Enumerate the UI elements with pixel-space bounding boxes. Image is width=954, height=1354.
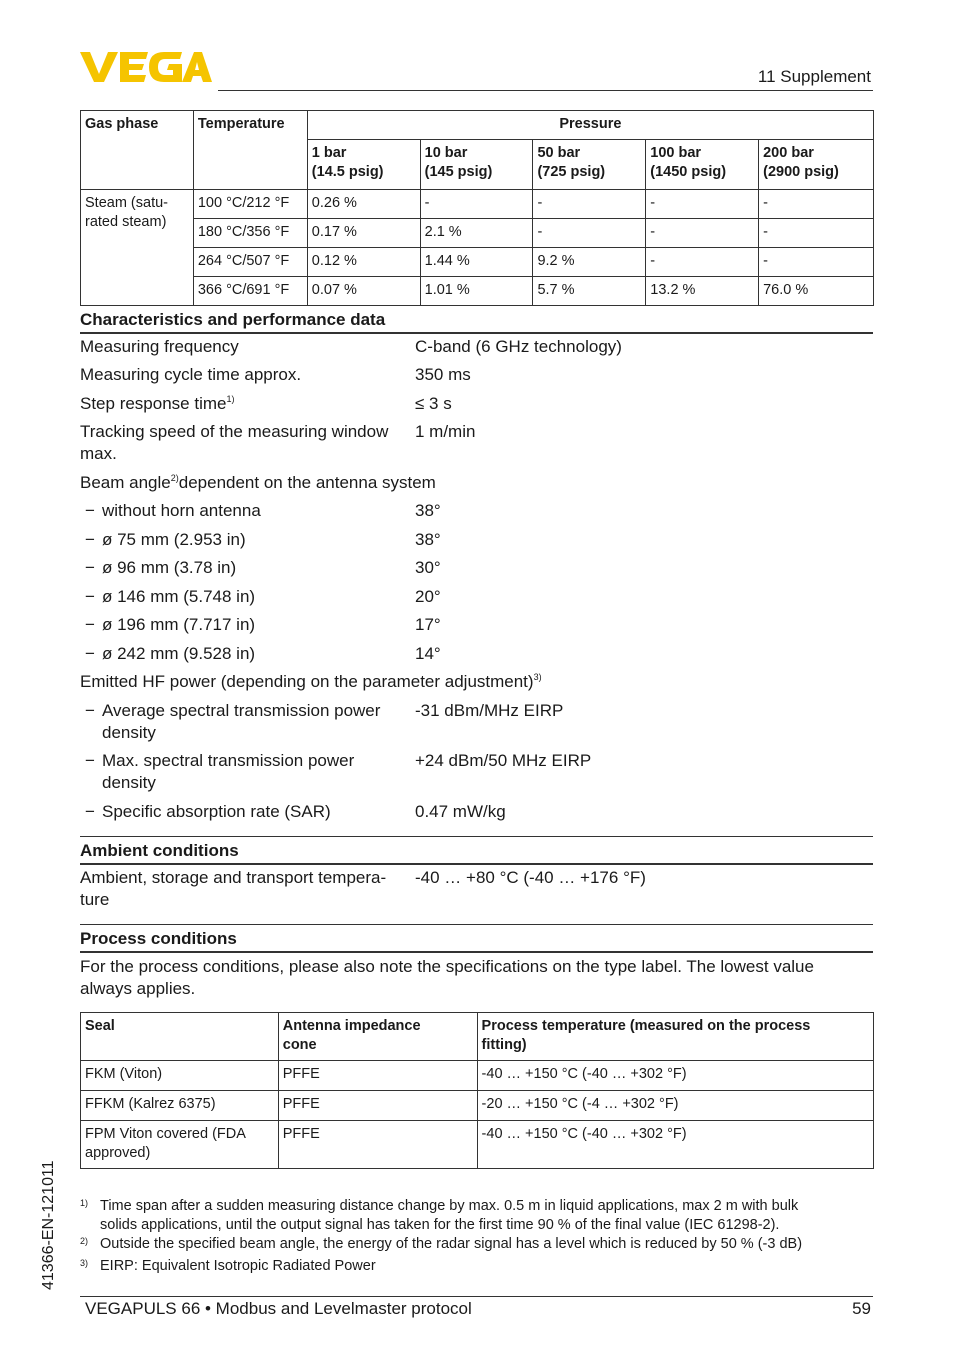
value-cell: 76.0 %	[759, 277, 874, 306]
pressure-col-header: 100 bar (1450 psig)	[646, 140, 759, 190]
value-cell: 1.44 %	[420, 248, 533, 277]
value-cell: -	[646, 219, 759, 248]
spec-row	[80, 671, 542, 693]
document-code: 41366-EN-121011	[40, 1160, 57, 1290]
header-seal: Seal	[81, 1013, 279, 1061]
spec-value: 1 m/min	[415, 422, 476, 441]
spec-label: Tracking speed of the measuring window max.	[80, 422, 389, 463]
header-gas-phase: Gas phase	[81, 111, 194, 190]
temp-cell: -40 … +150 °C (-40 … +302 °F)	[477, 1061, 873, 1091]
value-cell: 0.12 %	[307, 248, 420, 277]
value-cell: 2.1 %	[420, 219, 533, 248]
cone-cell: PFFE	[278, 1061, 477, 1091]
spec-value: ≤ 3 s	[415, 394, 452, 413]
cone-cell: PFFE	[278, 1091, 477, 1121]
process-title: Process conditions	[80, 929, 873, 953]
page-number: 59	[852, 1299, 871, 1318]
seal-cell: FPM Viton covered (FDA approved)	[81, 1121, 279, 1169]
temperature-cell: 100 °C/212 °F	[193, 190, 307, 219]
table-row	[81, 1061, 874, 1091]
section-rule	[80, 836, 873, 837]
spec-value: -40 … +80 °C (-40 … +176 °F)	[415, 868, 646, 887]
spec-value: C-band (6 GHz technology)	[415, 337, 622, 356]
gas-name-cell: Steam (satu- rated steam)	[81, 190, 194, 306]
gas-phase-table	[80, 110, 874, 306]
header-cone: Antenna impedance cone	[278, 1013, 477, 1061]
process-table	[80, 1012, 874, 1169]
value-cell: 0.17 %	[307, 219, 420, 248]
footer-title: VEGAPULS 66 • Modbus and Levelmaster protocol	[85, 1299, 472, 1318]
header-temperature: Temperature	[193, 111, 307, 190]
temperature-cell: 264 °C/507 °F	[193, 248, 307, 277]
pressure-col-header: 10 bar (145 psig)	[420, 140, 533, 190]
temperature-cell: 366 °C/691 °F	[193, 277, 307, 306]
value-cell: -	[759, 248, 874, 277]
temp-cell: -20 … +150 °C (-4 … +302 °F)	[477, 1091, 873, 1121]
value-cell: 13.2 %	[646, 277, 759, 306]
value-cell: -	[533, 190, 646, 219]
cone-cell: PFFE	[278, 1121, 477, 1169]
value-cell: 1.01 %	[420, 277, 533, 306]
temp-cell: -40 … +150 °C (-40 … +302 °F)	[477, 1121, 873, 1169]
spec-label: Emitted HF power (depending on the parameter adjustment)$^{3)}$	[80, 672, 542, 691]
pressure-col-header: 50 bar (725 psig)	[533, 140, 646, 190]
process-intro: For the process conditions, please also note the specifications on the type label. The lowest value always applies.	[80, 957, 814, 998]
temperature-cell: 180 °C/356 °F	[193, 219, 307, 248]
footnote-ref: 1)	[226, 394, 235, 404]
characteristics-title: Characteristics and performance data	[80, 310, 873, 334]
footer-rule	[80, 1296, 873, 1297]
value-cell: -	[420, 190, 533, 219]
pressure-col-header: 200 bar (2900 psig)	[759, 140, 874, 190]
value-cell: -	[759, 190, 874, 219]
table-row	[81, 219, 874, 248]
spec-row	[80, 472, 436, 494]
spec-label: Step response time$^{1)}$	[80, 394, 235, 413]
spec-label: Ambient, storage and transport tempera- ture	[80, 868, 387, 909]
spec-label: Measuring frequency	[80, 337, 239, 356]
table-row	[81, 190, 874, 219]
header-rule	[218, 90, 873, 91]
table-row	[81, 1121, 874, 1169]
value-cell: -	[759, 219, 874, 248]
section-heading: 11 Supplement	[757, 67, 871, 86]
header-pressure: Pressure	[307, 111, 873, 140]
table-row	[81, 277, 874, 306]
value-cell: -	[646, 248, 759, 277]
footnote-ref: 3)	[533, 672, 542, 682]
table-row	[81, 1091, 874, 1121]
seal-cell: FFKM (Kalrez 6375)	[81, 1091, 279, 1121]
ambient-title: Ambient conditions	[80, 841, 873, 865]
value-cell: 5.7 %	[533, 277, 646, 306]
table-row	[81, 248, 874, 277]
spec-value: 350 ms	[415, 365, 471, 384]
value-cell: 0.26 %	[307, 190, 420, 219]
spec-label: Measuring cycle time approx.	[80, 365, 302, 384]
vega-logo	[80, 50, 212, 89]
pressure-col-header: 1 bar (14.5 psig)	[307, 140, 420, 190]
spec-label: Beam angle$^{2)}$dependent on the antenna system	[80, 473, 436, 492]
section-rule	[80, 924, 873, 925]
value-cell: 0.07 %	[307, 277, 420, 306]
header-process-temp: Process temperature (measured on the process fitting)	[477, 1013, 873, 1061]
value-cell: -	[533, 219, 646, 248]
value-cell: 9.2 %	[533, 248, 646, 277]
seal-cell: FKM (Viton)	[81, 1061, 279, 1091]
footnote-ref: 2)	[170, 473, 179, 483]
value-cell: -	[646, 190, 759, 219]
